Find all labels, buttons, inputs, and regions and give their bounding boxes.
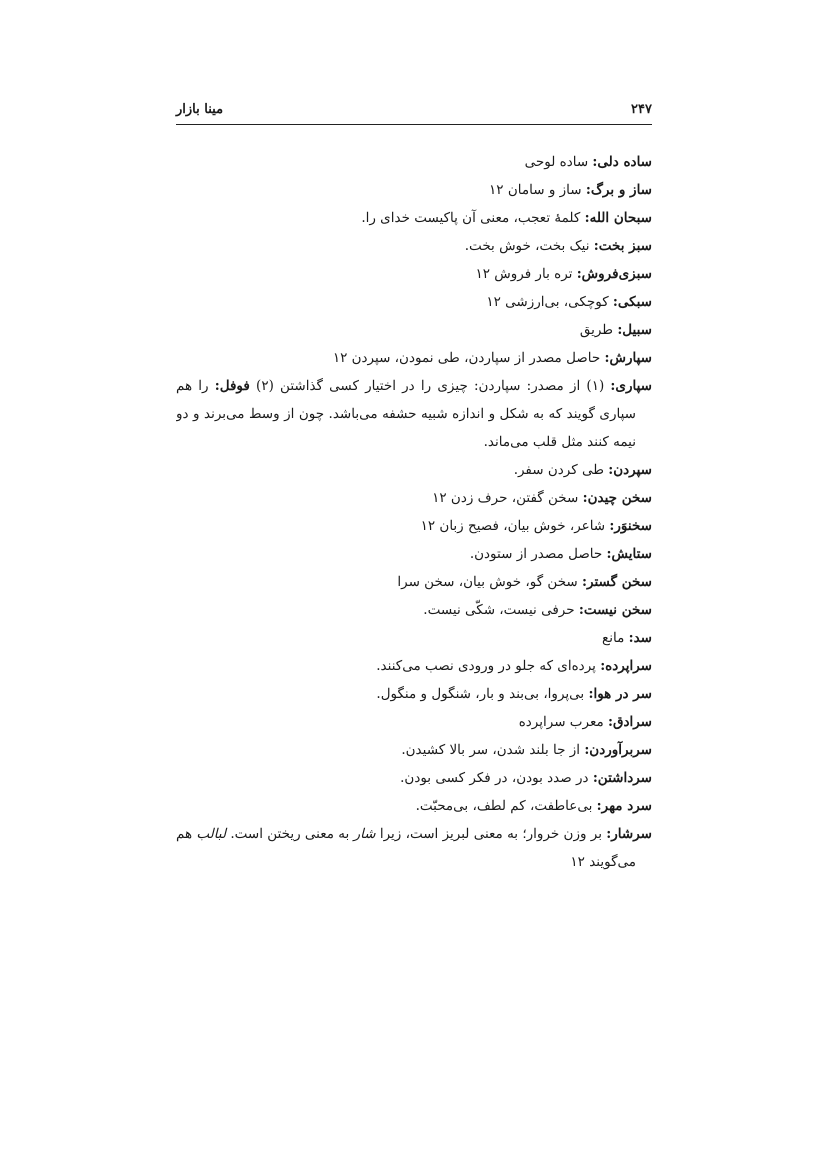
glossary-entry xyxy=(176,764,652,792)
headword: سپردن: xyxy=(608,462,652,478)
definition: شاعر، خوش بیان، فصیح زبان ۱۲ xyxy=(420,518,610,534)
italic-term: شار xyxy=(353,826,376,842)
definition: (۱) از مصدر: سپاردن: چیزی را در اختیار کسی گذاشتن (۲) xyxy=(249,378,611,394)
definition: پرده‌ای که جلو در ورودی نصب می‌کنند. xyxy=(376,658,601,674)
glossary-entry xyxy=(176,736,652,764)
headword: سرشار: xyxy=(606,826,652,842)
definition-continuation: نیمه کنند مثل قلب می‌ماند. xyxy=(483,434,636,450)
headword: ستایش: xyxy=(606,546,652,562)
glossary-entry xyxy=(176,232,652,260)
headword: سبزی‌فروش: xyxy=(576,266,652,282)
definition: کوچکی، بی‌ارزشی ۱۲ xyxy=(486,294,613,310)
glossary-entry xyxy=(176,624,652,652)
headword: سخن چیدن: xyxy=(582,490,652,506)
glossary-entry xyxy=(176,820,652,876)
headword: سرداشتن: xyxy=(592,770,652,786)
headword: سخن گستر: xyxy=(582,574,652,590)
definition-end: هم xyxy=(176,826,197,842)
glossary-entry xyxy=(176,484,652,512)
definition: طی کردن سفر. xyxy=(513,462,609,478)
definition: حاصل مصدر از ستودن. xyxy=(469,546,607,562)
definition: نیک بخت، خوش بخت. xyxy=(464,238,594,254)
glossary-entry xyxy=(176,708,652,736)
glossary-entry xyxy=(176,204,652,232)
headword: سد: xyxy=(628,630,652,646)
headword: سبحان الله: xyxy=(584,210,652,226)
definition-end: را هم xyxy=(176,378,215,394)
definition-continuation: می‌گویند ۱۲ xyxy=(570,854,636,870)
headword: سربرآوردن: xyxy=(584,742,652,758)
glossary-entry xyxy=(176,540,652,568)
secondary-headword: فوفل: xyxy=(214,378,250,394)
definition: بی‌عاطفت، کم لطف، بی‌محبّت. xyxy=(415,798,597,814)
glossary-entry xyxy=(176,596,652,624)
glossary-entry xyxy=(176,176,652,204)
definition: طریق xyxy=(579,322,618,338)
definition: معرب سراپرده xyxy=(518,714,609,730)
definition: در صدد بودن، در فکر کسی بودن. xyxy=(400,770,593,786)
page-header xyxy=(176,100,652,125)
headword: سرد مهر: xyxy=(596,798,652,814)
definition-continuation: سپاری گویند که به شکل و اندازه شبیه حشفه می‌باشد. چون از وسط می‌برند و دو xyxy=(176,406,636,422)
glossary-entry xyxy=(176,792,652,820)
headword: سراپرده: xyxy=(600,658,652,674)
glossary-entry xyxy=(176,372,652,456)
glossary-entry xyxy=(176,316,652,344)
definition: ساده لوحی xyxy=(524,154,593,170)
running-head: مینا بازار xyxy=(176,102,224,117)
headword: سر در هوا: xyxy=(588,686,652,702)
glossary-entry xyxy=(176,344,652,372)
definition: سخن گو، خوش بیان، سخن سرا xyxy=(397,574,583,590)
headword: سبیل: xyxy=(617,322,652,338)
headword: سبکی: xyxy=(612,294,652,310)
headword: ساز و برگ: xyxy=(585,182,652,198)
page-number: ۲۴۷ xyxy=(631,102,652,117)
definition: سخن گفتن، حرف زدن ۱۲ xyxy=(432,490,583,506)
glossary-entry xyxy=(176,288,652,316)
definition: از جا بلند شدن، سر بالا کشیدن. xyxy=(401,742,585,758)
glossary-entry xyxy=(176,680,652,708)
definition: کلمهٔ تعجب، معنی آن پاکیست خدای را. xyxy=(361,210,585,226)
definition: بی‌پروا، بی‌بند و بار، شنگول و منگول. xyxy=(376,686,589,702)
headword: سپارش: xyxy=(604,350,652,366)
definition: حرفی نیست، شکّی نیست. xyxy=(423,602,579,618)
headword: سخن نیست: xyxy=(578,602,652,618)
glossary-entry xyxy=(176,652,652,680)
glossary-entry xyxy=(176,512,652,540)
headword: سخنوَر: xyxy=(609,518,652,534)
definition: مانع xyxy=(602,630,629,646)
headword: ساده دلی: xyxy=(592,154,652,170)
definition: تره بار فروش ۱۲ xyxy=(475,266,577,282)
glossary-entry xyxy=(176,456,652,484)
italic-term: لبالب xyxy=(196,826,227,842)
headword: سرادق: xyxy=(608,714,652,730)
headword: سبز بخت: xyxy=(593,238,652,254)
glossary-entry xyxy=(176,260,652,288)
definition: بر وزن خروار؛ به معنی لبریز است، زیرا xyxy=(375,826,607,842)
glossary-entry xyxy=(176,568,652,596)
definition: ساز و سامان ۱۲ xyxy=(489,182,586,198)
definition: حاصل مصدر از سپاردن، طی نمودن، سپردن ۱۲ xyxy=(332,350,605,366)
headword: سپاری: xyxy=(610,378,652,394)
glossary-entries xyxy=(176,148,652,876)
definition-mid: به معنی ریختن است. xyxy=(226,826,354,842)
glossary-entry xyxy=(176,148,652,176)
